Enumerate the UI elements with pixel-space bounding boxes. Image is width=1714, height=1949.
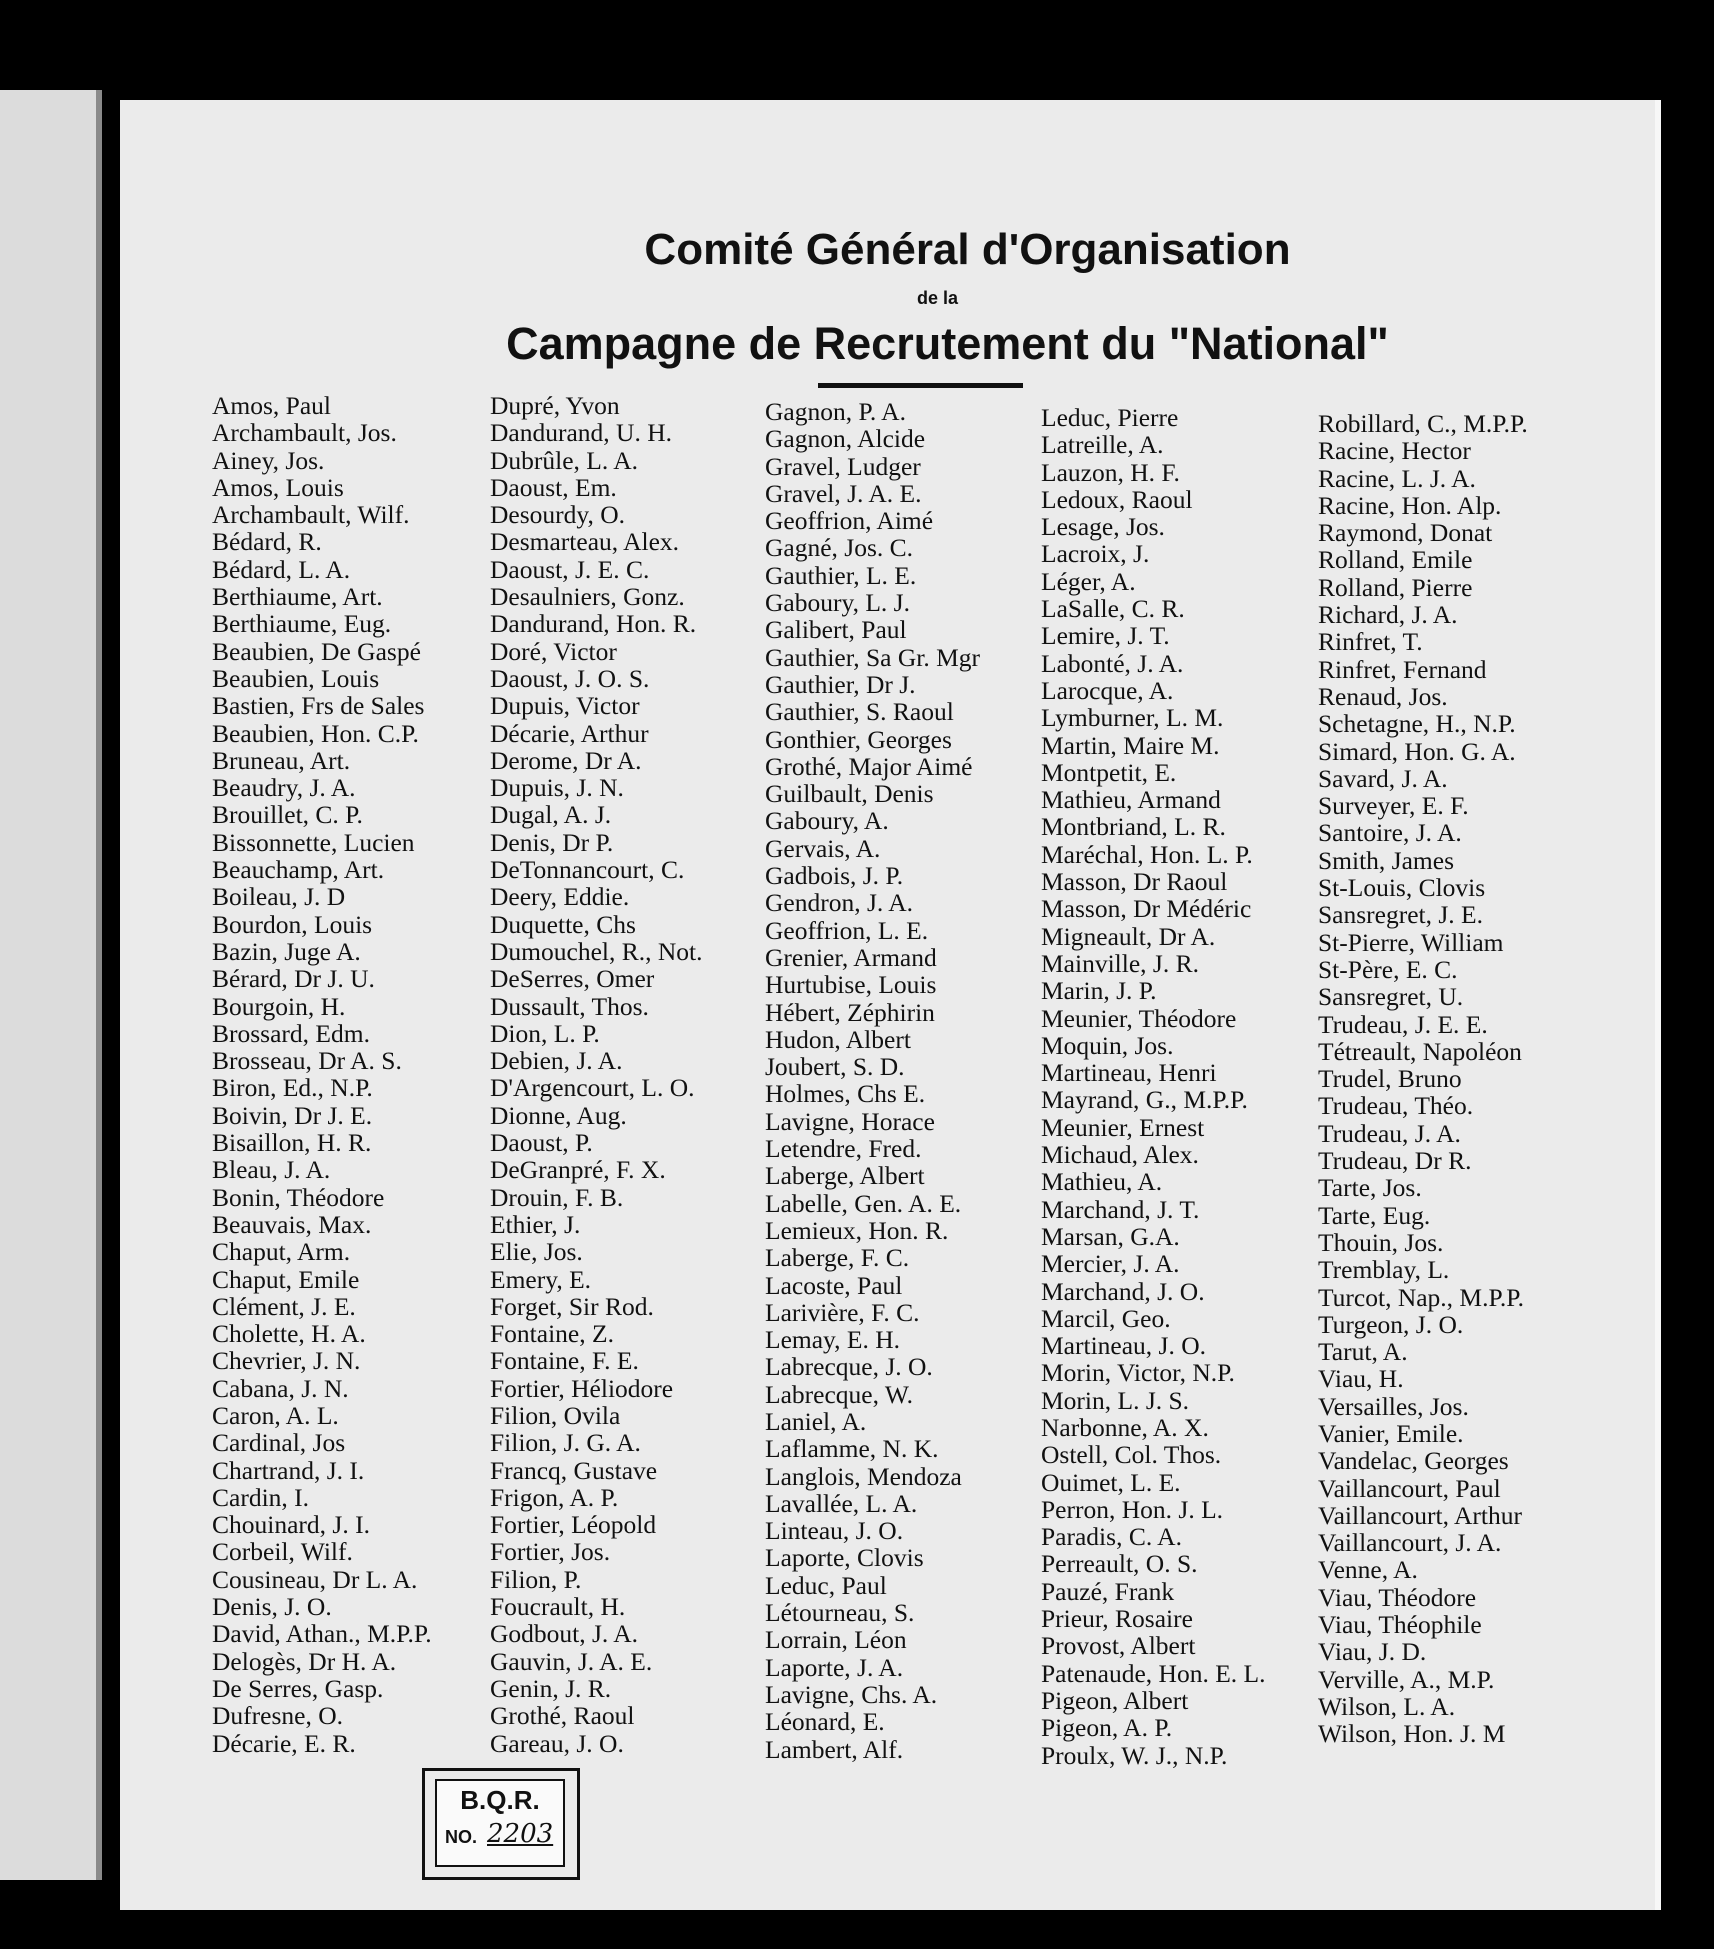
member-name: Beauchamp, Art. (212, 855, 385, 885)
member-name: Boileau, J. D (212, 882, 346, 912)
member-name: Langlois, Mendoza (765, 1461, 962, 1491)
member-name: Vaillancourt, Arthur (1318, 1500, 1522, 1530)
member-name: Meunier, Théodore (1041, 1003, 1237, 1033)
member-name: Frigon, A. P. (490, 1482, 619, 1512)
member-name: Raymond, Donat (1318, 518, 1493, 548)
member-name: Smith, James (1318, 845, 1455, 875)
member-name: Bonin, Théodore (212, 1182, 385, 1212)
member-name: Denis, J. O. (212, 1592, 332, 1622)
member-name: Pigeon, A. P. (1041, 1713, 1173, 1743)
campaign-title: Campagne de Recrutement du "National" (506, 318, 1389, 369)
member-name: Chaput, Emile (212, 1264, 360, 1294)
member-name: Hébert, Zéphirin (765, 997, 935, 1027)
member-name: Ethier, J. (490, 1209, 581, 1239)
member-name: Rolland, Emile (1318, 545, 1473, 575)
member-name: Dion, L. P. (490, 1018, 600, 1048)
member-name: Daoust, Em. (490, 472, 617, 502)
member-name: DeTonnancourt, C. (490, 855, 685, 885)
member-name: Narbonne, A. X. (1041, 1412, 1209, 1442)
member-name: Rinfret, Fernand (1318, 654, 1487, 684)
library-stamp-inner (435, 1779, 565, 1867)
member-name: Francq, Gustave (490, 1455, 658, 1485)
member-name: Rinfret, T. (1318, 627, 1423, 657)
member-name: Lemieux, Hon. R. (765, 1215, 949, 1245)
member-name: Brouillet, C. P. (212, 800, 363, 830)
member-name: Brossard, Edm. (212, 1018, 370, 1048)
member-name: Amos, Paul (212, 391, 332, 420)
member-name: Dufresne, O. (212, 1701, 343, 1731)
member-name: Daoust, J. E. C. (490, 554, 650, 584)
member-name: Labelle, Gen. A. E. (765, 1188, 962, 1218)
member-name: Guilbault, Denis (765, 779, 934, 809)
member-name: Dupuis, J. N. (490, 773, 624, 803)
title-divider (818, 383, 1023, 388)
member-name: Perron, Hon. J. L. (1041, 1494, 1224, 1524)
member-name: Bourgoin, H. (212, 991, 346, 1021)
member-name: Bisaillon, H. R. (212, 1128, 372, 1158)
member-name: Vanier, Emile. (1318, 1418, 1464, 1448)
member-name: Montpetit, E. (1041, 757, 1177, 787)
member-name: Marsan, G.A. (1041, 1221, 1180, 1251)
member-name: Tarut, A. (1318, 1337, 1408, 1367)
member-name: Trudeau, J. E. E. (1318, 1009, 1488, 1039)
member-name: Gonthier, Georges (765, 724, 952, 754)
member-name: Dionne, Aug. (490, 1100, 627, 1130)
member-name: Leduc, Paul (765, 1570, 887, 1600)
member-name: Pauzé, Frank (1041, 1576, 1175, 1606)
member-name: Laporte, Clovis (765, 1543, 924, 1573)
member-name: Tétreault, Napoléon (1318, 1036, 1522, 1066)
member-name: Michaud, Alex. (1041, 1140, 1199, 1170)
member-name: Godbout, J. A. (490, 1619, 639, 1649)
member-name: Santoire, J. A. (1318, 818, 1462, 848)
member-name: Mainville, J. R. (1041, 948, 1199, 978)
name-column-1 (212, 392, 432, 1757)
member-name: Laporte, J. A. (765, 1652, 904, 1682)
page-title: Comité Général d'Organisation (644, 225, 1291, 274)
member-name: Bérard, Dr J. U. (212, 964, 375, 994)
member-name: Holmes, Chs E. (765, 1079, 926, 1109)
member-name: Lauzon, H. F. (1041, 457, 1180, 487)
member-name: Labrecque, W. (765, 1379, 913, 1409)
member-name: David, Athan., M.P.P. (212, 1619, 432, 1649)
member-name: Bruneau, Art. (212, 745, 351, 775)
member-name: Lemay, E. H. (765, 1325, 901, 1355)
member-name: Labrecque, J. O. (765, 1352, 933, 1382)
member-name: Morin, Victor, N.P. (1041, 1358, 1235, 1388)
member-name: Pigeon, Albert (1041, 1685, 1189, 1715)
member-name: Beaubien, Hon. C.P. (212, 718, 419, 748)
member-name: Corbeil, Wilf. (212, 1537, 353, 1567)
member-name: Sansregret, U. (1318, 982, 1464, 1012)
member-name: Lymburner, L. M. (1041, 703, 1224, 733)
member-name: Fortier, Héliodore (490, 1373, 674, 1403)
member-name: Boivin, Dr J. E. (212, 1100, 373, 1130)
member-name: Chevrier, J. N. (212, 1346, 361, 1376)
member-name: Perreault, O. S. (1041, 1549, 1198, 1579)
member-name: Geoffrion, Aimé (765, 506, 934, 536)
member-name: Décarie, E. R. (212, 1728, 356, 1758)
member-name: Lavigne, Horace (765, 1106, 935, 1136)
member-name: Savard, J. A. (1318, 763, 1448, 793)
member-name: Tarte, Eug. (1318, 1200, 1431, 1230)
member-name: Mathieu, A. (1041, 1167, 1163, 1197)
member-name: Galibert, Paul (765, 615, 907, 645)
library-stamp (422, 1768, 580, 1880)
member-name: Berthiaume, Art. (212, 582, 383, 612)
member-name: Viau, J. D. (1318, 1637, 1427, 1667)
member-name: Fortier, Léopold (490, 1510, 657, 1540)
member-name: Laflamme, N. K. (765, 1434, 939, 1464)
member-name: Meunier, Ernest (1041, 1112, 1205, 1142)
member-name: Tremblay, L. (1318, 1255, 1450, 1285)
member-name: Décarie, Arthur (490, 718, 649, 748)
member-name: Debien, J. A. (490, 1046, 623, 1076)
member-name: Proulx, W. J., N.P. (1041, 1740, 1228, 1770)
member-name: Gervais, A. (765, 833, 881, 863)
member-name: Linteau, J. O. (765, 1516, 904, 1546)
member-name: Masson, Dr Médéric (1041, 894, 1252, 924)
stamp-no-label: NO. (445, 1827, 478, 1847)
member-name: Gareau, J. O. (490, 1728, 624, 1758)
member-name: Gravel, Ludger (765, 451, 921, 481)
member-name: Marchand, J. T. (1041, 1194, 1200, 1224)
member-name: Cardin, I. (212, 1482, 310, 1512)
member-name: Labonté, J. A. (1041, 648, 1184, 678)
member-name: Bédard, L. A. (212, 554, 351, 584)
member-name: Bourdon, Louis (212, 909, 373, 939)
member-name: Forget, Sir Rod. (490, 1291, 654, 1321)
member-name: Lesage, Jos. (1041, 512, 1165, 542)
member-name: Dubrûle, L. A. (490, 445, 639, 475)
member-name: Ouimet, L. E. (1041, 1467, 1181, 1497)
member-name: Viau, Théodore (1318, 1582, 1477, 1612)
member-name: Mathieu, Armand (1041, 785, 1221, 815)
member-name: Racine, Hector (1318, 436, 1471, 466)
member-name: St-Père, E. C. (1318, 954, 1458, 984)
member-name: Gaboury, A. (765, 806, 889, 836)
member-name: Archambault, Jos. (212, 418, 397, 448)
member-name: Lambert, Alf. (765, 1734, 904, 1764)
member-name: Prieur, Rosaire (1041, 1604, 1193, 1634)
member-name: Archambault, Wilf. (212, 500, 410, 530)
member-name: Tarte, Jos. (1318, 1173, 1422, 1203)
member-name: Bleau, J. A. (212, 1155, 331, 1185)
member-name: Vaillancourt, J. A. (1318, 1528, 1502, 1558)
member-name: Trudeau, Théo. (1318, 1091, 1474, 1121)
member-name: Laniel, A. (765, 1406, 867, 1436)
member-name: Dandurand, Hon. R. (490, 609, 697, 639)
member-name: Gauthier, Dr J. (765, 669, 916, 699)
member-name: Trudeau, J. A. (1318, 1118, 1461, 1148)
member-name: Grothé, Raoul (490, 1701, 635, 1731)
member-name: Fontaine, F. E. (490, 1346, 639, 1376)
member-name: Létourneau, S. (765, 1598, 915, 1628)
member-name: Racine, Hon. Alp. (1318, 490, 1502, 520)
member-name: Dumouchel, R., Not. (490, 936, 703, 966)
member-name: Martineau, J. O. (1041, 1331, 1207, 1361)
member-name: Thouin, Jos. (1318, 1227, 1444, 1257)
member-name: Migneault, Dr A. (1041, 921, 1216, 951)
member-name: Elie, Jos. (490, 1237, 583, 1267)
member-name: Bédard, R. (212, 527, 322, 557)
member-name: Verville, A., M.P. (1318, 1664, 1495, 1694)
member-name: Gendron, J. A. (765, 888, 914, 918)
member-name: Lacoste, Paul (765, 1270, 903, 1300)
member-name: Grothé, Major Aimé (765, 751, 973, 781)
member-name: Hurtubise, Louis (765, 970, 937, 1000)
member-name: Beaubien, De Gaspé (212, 636, 421, 666)
member-name: Moquin, Jos. (1041, 1030, 1174, 1060)
member-name: Rolland, Pierre (1318, 572, 1473, 602)
member-name: DeSerres, Omer (490, 964, 655, 994)
member-name: Mercier, J. A. (1041, 1249, 1180, 1279)
page-fold-shadow (96, 90, 102, 1880)
member-name: Desmarteau, Alex. (490, 527, 680, 557)
member-name: Berthiaume, Eug. (212, 609, 392, 639)
member-name: Gravel, J. A. E. (765, 478, 922, 508)
member-name: Denis, Dr P. (490, 827, 614, 857)
member-name: Lacroix, J. (1041, 539, 1150, 569)
member-name: Martin, Maire M. (1041, 730, 1220, 760)
member-name: Foucrault, H. (490, 1592, 626, 1622)
member-name: Ledoux, Raoul (1041, 484, 1193, 514)
member-name: Larivière, F. C. (765, 1297, 920, 1327)
member-name: Paradis, C. A. (1041, 1522, 1182, 1552)
member-name: Simard, Hon. G. A. (1318, 736, 1516, 766)
member-name: Viau, H. (1318, 1364, 1404, 1394)
member-name: Sansregret, J. E. (1318, 900, 1484, 930)
member-name: Martineau, Henri (1041, 1058, 1217, 1088)
member-name: Gagnon, Alcide (765, 424, 926, 454)
member-name: Deery, Eddie. (490, 882, 630, 912)
member-name: Desaulniers, Gonz. (490, 582, 685, 612)
member-name: Laberge, F. C. (765, 1243, 910, 1273)
member-name: Chaput, Arm. (212, 1237, 351, 1267)
member-name: Ainey, Jos. (212, 445, 325, 475)
member-name: Cousineau, Dr L. A. (212, 1564, 418, 1594)
member-name: Delogès, Dr H. A. (212, 1646, 397, 1676)
member-name: Wilson, L. A. (1318, 1691, 1456, 1721)
member-name: Montbriand, L. R. (1041, 812, 1226, 842)
name-column-2 (490, 392, 702, 1757)
member-name: Dupuis, Victor (490, 691, 640, 721)
member-name: Lavigne, Chs. A. (765, 1679, 938, 1709)
member-name: Gaboury, L. J. (765, 588, 910, 618)
member-name: Daoust, J. O. S. (490, 663, 650, 693)
member-name: Vandelac, Georges (1318, 1446, 1509, 1476)
member-name: Versailles, Jos. (1318, 1391, 1469, 1421)
member-name: Gauthier, S. Raoul (765, 697, 954, 727)
member-name: Viau, Théophile (1318, 1610, 1482, 1640)
member-name: Bastien, Frs de Sales (212, 691, 425, 721)
member-name: Mayrand, G., M.P.P. (1041, 1085, 1248, 1115)
member-name: Leduc, Pierre (1041, 403, 1179, 432)
member-name: LaSalle, C. R. (1041, 594, 1185, 624)
member-name: Emery, E. (490, 1264, 592, 1294)
member-name: Marin, J. P. (1041, 976, 1157, 1006)
document-page (120, 100, 1661, 1910)
page-subtitle: de la (916, 288, 959, 308)
member-name: Marchand, J. O. (1041, 1276, 1205, 1306)
member-name: Laberge, Albert (765, 1161, 925, 1191)
member-name: Amos, Louis (212, 472, 344, 502)
member-name: Latreille, A. (1041, 430, 1164, 460)
stamp-label: B.Q.R. (460, 1785, 540, 1815)
member-name: Beaudry, J. A. (212, 773, 356, 803)
member-name: Turgeon, J. O. (1318, 1309, 1464, 1339)
member-name: Drouin, F. B. (490, 1182, 624, 1212)
member-name: Turcot, Nap., M.P.P. (1318, 1282, 1524, 1312)
member-name: Trudel, Bruno (1318, 1064, 1462, 1094)
member-name: Filion, P. (490, 1564, 582, 1594)
member-name: Filion, Ovila (490, 1400, 621, 1430)
member-name: Morin, L. J. S. (1041, 1385, 1190, 1415)
member-name: Dandurand, U. H. (490, 418, 672, 448)
member-name: Robillard, C., M.P.P. (1318, 409, 1528, 438)
member-name: Desourdy, O. (490, 500, 626, 530)
member-name: Doré, Victor (490, 636, 617, 666)
member-name: Racine, L. J. A. (1318, 463, 1476, 493)
member-name: De Serres, Gasp. (212, 1673, 384, 1703)
member-name: Bazin, Juge A. (212, 936, 361, 966)
member-name: Gadbois, J. P. (765, 861, 904, 891)
member-name: Daoust, P. (490, 1128, 593, 1158)
member-name: Lemire, J. T. (1041, 621, 1170, 651)
member-name: Gauvin, J. A. E. (490, 1646, 653, 1676)
member-name: Surveyer, E. F. (1318, 791, 1469, 821)
member-name: Caron, A. L. (212, 1400, 339, 1430)
member-name: Renaud, Jos. (1318, 681, 1448, 711)
member-name: Lavallée, L. A. (765, 1488, 918, 1518)
member-name: Venne, A. (1318, 1555, 1418, 1585)
member-name: Filion, J. G. A. (490, 1428, 641, 1458)
member-name: Fortier, Jos. (490, 1537, 611, 1567)
member-name: Dugal, A. J. (490, 800, 612, 830)
member-name: Brosseau, Dr A. S. (212, 1046, 402, 1076)
member-name: Hudon, Albert (765, 1024, 911, 1054)
member-name: Chartrand, J. I. (212, 1455, 365, 1485)
name-column-5 (1318, 410, 1528, 1748)
member-name: Gagné, Jos. C. (765, 533, 914, 563)
member-name: Richard, J. A. (1318, 600, 1458, 630)
member-name: Letendre, Fred. (765, 1134, 922, 1164)
stamp-number: 2203 (487, 1819, 554, 1849)
member-name: Gauthier, Sa Gr. Mgr (765, 642, 980, 672)
member-name: Gauthier, L. E. (765, 560, 917, 590)
member-name: Derome, Dr A. (490, 745, 642, 775)
member-name: Duquette, Chs (490, 909, 636, 939)
member-name: Chouinard, J. I. (212, 1510, 370, 1540)
member-name: Ostell, Col. Thos. (1041, 1440, 1222, 1470)
member-name: Cardinal, Jos (212, 1428, 346, 1458)
member-name: Beaubien, Louis (212, 663, 380, 693)
member-name: Provost, Albert (1041, 1631, 1196, 1661)
member-name: Larocque, A. (1041, 675, 1174, 705)
name-column-3 (765, 398, 980, 1763)
member-name: Schetagne, H., N.P. (1318, 709, 1516, 739)
member-name: Geoffrion, L. E. (765, 915, 929, 945)
member-name: Maréchal, Hon. L. P. (1041, 839, 1253, 869)
member-name: D'Argencourt, L. O. (490, 1073, 695, 1103)
member-name: Cabana, J. N. (212, 1373, 349, 1403)
member-name: Beauvais, Max. (212, 1209, 372, 1239)
member-name: St-Louis, Clovis (1318, 873, 1486, 903)
member-name: Léonard, E. (765, 1707, 885, 1737)
member-name: Fontaine, Z. (490, 1319, 614, 1349)
name-column-4 (1041, 404, 1265, 1769)
member-name: Vaillancourt, Paul (1318, 1473, 1501, 1503)
member-name: Marcil, Geo. (1041, 1303, 1171, 1333)
member-name: Grenier, Armand (765, 942, 937, 972)
member-name: Lorrain, Léon (765, 1625, 907, 1655)
member-name: Joubert, S. D. (765, 1052, 905, 1082)
adjacent-page-edge (0, 90, 100, 1880)
member-name: Wilson, Hon. J. M (1318, 1719, 1506, 1749)
member-name: Léger, A. (1041, 566, 1136, 596)
member-name: Masson, Dr Raoul (1041, 867, 1228, 897)
member-name: Genin, J. R. (490, 1673, 612, 1703)
member-name: Patenaude, Hon. E. L. (1041, 1658, 1266, 1688)
member-name: Cholette, H. A. (212, 1319, 366, 1349)
member-name: Dupré, Yvon (490, 391, 620, 420)
member-name: Bissonnette, Lucien (212, 827, 415, 857)
member-name: Clément, J. E. (212, 1291, 356, 1321)
member-name: St-Pierre, William (1318, 927, 1504, 957)
member-name: DeGranpré, F. X. (490, 1155, 666, 1185)
member-name: Biron, Ed., N.P. (212, 1073, 373, 1103)
member-name: Trudeau, Dr R. (1318, 1146, 1472, 1176)
member-name: Dussault, Thos. (490, 991, 649, 1021)
member-name: Gagnon, P. A. (765, 397, 906, 426)
